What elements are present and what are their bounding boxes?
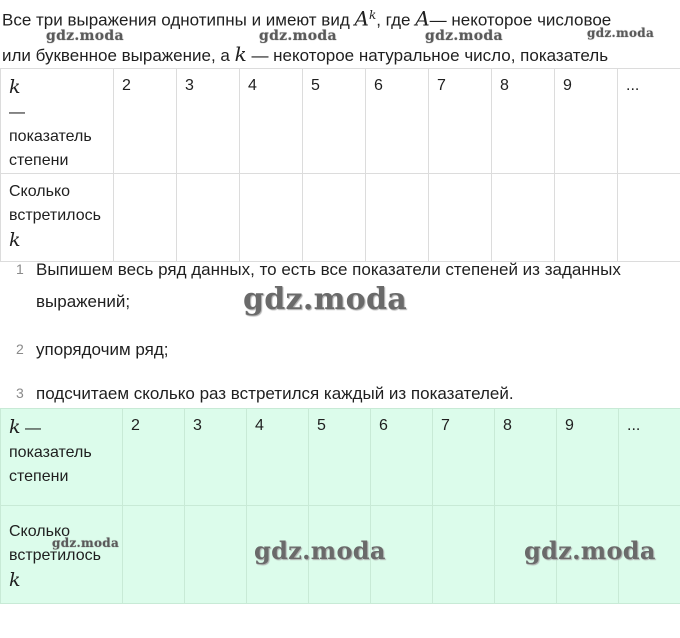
intro-text: Все три выражения однотипны и имеют вид — [2, 10, 355, 30]
row-label: Сколько встретилось — [9, 183, 101, 224]
column-header: 7 — [433, 409, 495, 506]
column-header: 3 — [177, 69, 240, 174]
math-k: k — [234, 42, 247, 66]
watermark: gdz.moda — [259, 28, 337, 44]
math-k: k — [9, 569, 21, 591]
column-header: 8 — [492, 69, 555, 174]
intro-text: или буквенное выражение, а — [2, 46, 235, 65]
intro-text: — некоторое натуральное число, показатель — [246, 46, 609, 65]
header-label: показатель степени — [9, 444, 92, 485]
math-k: k — [9, 416, 21, 438]
column-header: 6 — [371, 409, 433, 506]
table-row — [1, 174, 680, 262]
table-row — [1, 409, 680, 506]
step-text: Выпишем весь ряд данных, то есть все показатели степеней из заданных выражений; — [36, 260, 621, 311]
intro-text: , где — [376, 10, 416, 30]
watermark: gdz.moda — [46, 28, 124, 44]
column-header: 3 — [185, 409, 247, 506]
column-header: 5 — [303, 69, 366, 174]
header-label: — показатель степени — [9, 104, 92, 169]
column-header: 2 — [114, 69, 177, 174]
column-header: 4 — [240, 69, 303, 174]
table-cell — [303, 174, 366, 262]
header-cell-count — [1, 506, 123, 604]
table-cell — [555, 174, 618, 262]
watermark: gdz.moda — [524, 536, 656, 565]
table-cell — [177, 174, 240, 262]
table-cell — [366, 174, 429, 262]
step-number: 3 — [16, 385, 24, 401]
column-header: ... — [619, 409, 680, 506]
math-k: k — [9, 229, 21, 251]
math-A: A — [415, 6, 430, 31]
column-header: 7 — [429, 69, 492, 174]
table-cell — [492, 174, 555, 262]
step-number: 2 — [16, 341, 24, 357]
table-cell — [123, 506, 185, 604]
watermark: gdz.moda — [425, 28, 503, 44]
math-k-exponent: k — [368, 8, 377, 22]
table-cell — [240, 174, 303, 262]
column-header: 9 — [557, 409, 619, 506]
exponent-table-filled — [0, 408, 680, 604]
math-A: A — [354, 6, 369, 31]
column-header: ... — [618, 69, 680, 174]
table-cell — [114, 174, 177, 262]
watermark: gdz.moda — [52, 536, 120, 550]
watermark: gdz.moda — [587, 26, 655, 40]
step-text: подсчитаем сколько раз встретился каждый из показателей. — [36, 384, 514, 403]
column-header: 2 — [123, 409, 185, 506]
step-number: 1 — [16, 261, 24, 277]
column-header: 4 — [247, 409, 309, 506]
table-cell — [618, 174, 680, 262]
header-cell-count — [1, 174, 114, 262]
column-header: 9 — [555, 69, 618, 174]
watermark: gdz.moda — [254, 536, 386, 565]
table-row — [1, 69, 680, 174]
watermark: gdz.moda — [243, 282, 408, 317]
column-header: 8 — [495, 409, 557, 506]
intro-text: — некоторое числовое — [429, 10, 612, 30]
table-cell — [429, 174, 492, 262]
header-cell-exponent — [1, 69, 114, 174]
exponent-table-empty — [0, 68, 680, 262]
step-text: упорядочим ряд; — [36, 340, 169, 359]
column-header: 6 — [366, 69, 429, 174]
header-cell-exponent — [1, 409, 123, 506]
header-dash: — — [20, 420, 41, 437]
table-cell — [185, 506, 247, 604]
column-header: 5 — [309, 409, 371, 506]
math-k: k — [9, 76, 21, 98]
intro-line-2 — [2, 43, 608, 67]
row-label: Сколько встретилось — [9, 523, 101, 564]
table-cell — [433, 506, 495, 604]
